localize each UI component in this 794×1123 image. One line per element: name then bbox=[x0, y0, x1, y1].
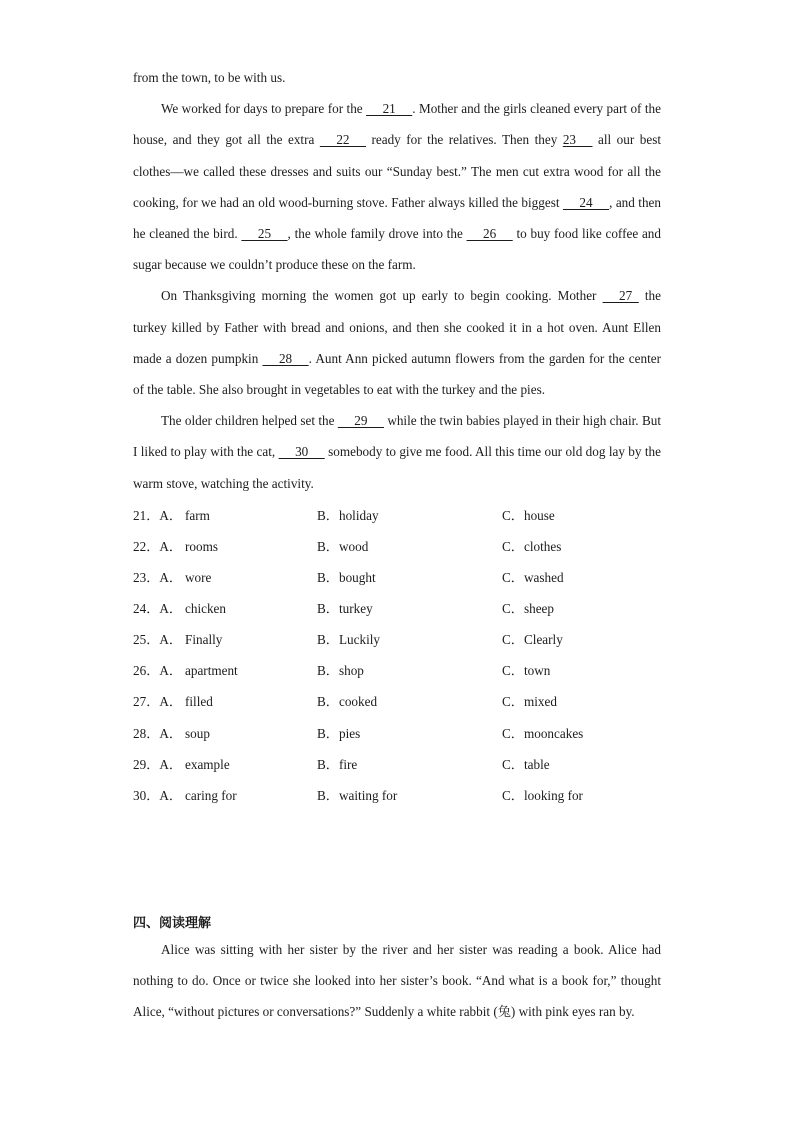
question-number: 29．A． bbox=[133, 756, 183, 772]
passage-text: , and then he cleaned the bird. bbox=[133, 194, 662, 242]
passage-text: We worked for days to prepare for the bbox=[161, 101, 367, 117]
passage-text: ready for the relatives. Then they bbox=[365, 132, 563, 148]
passage-text: to buy food like coffee and sugar because we couldn’t produce these on the farm. bbox=[133, 226, 661, 273]
option-a: chicken bbox=[185, 601, 227, 617]
blank-22: 22 bbox=[319, 132, 366, 148]
blank-23: 23 bbox=[562, 132, 593, 148]
option-b: B．shop bbox=[317, 663, 364, 679]
passage-paragraph-1 bbox=[133, 93, 661, 280]
blank-30: 30 bbox=[278, 444, 325, 460]
option-c: C．sheep bbox=[502, 601, 555, 617]
question-number: 26．A． bbox=[133, 663, 183, 679]
blank-28: 28 bbox=[262, 350, 309, 366]
question-row bbox=[133, 562, 661, 593]
option-a: farm bbox=[185, 507, 210, 523]
passage-line-0: from the town, to be with us. bbox=[133, 70, 286, 85]
passage-paragraph-3 bbox=[133, 405, 661, 499]
reading-paragraph: Alice was sitting with her sister by the river and her sister was reading a book. Alice had nothing to do. Once or twice she looked into her sister’s book. “And what is a book for,” thought Alice, “without pictures or conversations?” Suddenly a white rabbit (兔) with pink eyes ran by. bbox=[133, 942, 661, 1020]
option-b: B．pies bbox=[317, 725, 361, 741]
question-number: 24．A． bbox=[133, 601, 183, 617]
blank-25: 25 bbox=[241, 226, 288, 242]
question-number: 22．A． bbox=[133, 538, 183, 554]
option-b: B．fire bbox=[317, 756, 358, 772]
question-number: 21．A． bbox=[133, 507, 183, 523]
passage-text: the turkey killed by Father with bread and onions, and then she cooked it in a hot oven. Aunt Ellen made a dozen pumpkin bbox=[133, 288, 661, 366]
question-row bbox=[133, 780, 661, 811]
option-a: example bbox=[185, 756, 230, 772]
option-c: C．looking for bbox=[502, 787, 583, 803]
passage-text: somebody to give me food. All this time our old dog lay by the warm stove, watching the activity. bbox=[133, 444, 661, 491]
option-a: apartment bbox=[185, 663, 238, 679]
passage-text: . Aunt Ann picked autumn flowers from the garden for the center of the table. She also brought in vegetables to eat with the turkey and the pies. bbox=[133, 350, 661, 398]
option-b: B．turkey bbox=[317, 601, 373, 617]
option-b: B．waiting for bbox=[317, 787, 398, 803]
passage-text: while the twin babies played in their high chair. But I liked to play with the cat, bbox=[133, 413, 661, 460]
question-row bbox=[133, 718, 661, 749]
question-number: 25．A． bbox=[133, 632, 183, 648]
question-options bbox=[133, 500, 661, 811]
option-c: C．washed bbox=[502, 570, 564, 586]
option-a: caring for bbox=[185, 787, 237, 803]
option-a: wore bbox=[185, 570, 212, 586]
question-row bbox=[133, 749, 661, 780]
option-b: B．bought bbox=[317, 570, 376, 586]
option-c: C．house bbox=[502, 507, 555, 523]
option-a: soup bbox=[185, 725, 210, 741]
option-c: C．clothes bbox=[502, 538, 562, 554]
passage-text: On Thanksgiving morning the women got up early to begin cooking. Mother bbox=[161, 288, 603, 304]
blank-27: 27 bbox=[602, 288, 639, 304]
cloze-passage bbox=[133, 62, 661, 811]
blank-24: 24 bbox=[562, 194, 610, 210]
passage-text: . Mother and the girls cleaned every part of the house, and they got all the extra bbox=[133, 101, 661, 148]
passage-text: all our best clothes—we called these dresses and suits our “Sunday best.” The men cut extra wood for all the cooking, for we had an old wood-burning stove. Father always killed the biggest bbox=[133, 132, 661, 210]
reading-passage bbox=[133, 934, 661, 1028]
option-a: filled bbox=[185, 694, 213, 710]
option-c: C．Clearly bbox=[502, 632, 563, 648]
option-b: B．cooked bbox=[317, 694, 378, 710]
option-c: C．mixed bbox=[502, 694, 557, 710]
option-a: Finally bbox=[185, 632, 223, 648]
passage-text: , the whole family drove into the bbox=[287, 226, 467, 242]
option-c: C．mooncakes bbox=[502, 725, 584, 741]
blank-21: 21 bbox=[366, 101, 413, 117]
passage-paragraph-2 bbox=[133, 280, 661, 405]
question-row bbox=[133, 624, 661, 655]
option-b: B．wood bbox=[317, 538, 369, 554]
question-row bbox=[133, 593, 661, 624]
blank-29: 29 bbox=[337, 413, 384, 429]
option-b: B．Luckily bbox=[317, 632, 381, 648]
question-row bbox=[133, 655, 661, 686]
option-c: C．table bbox=[502, 756, 550, 772]
passage-text: The older children helped set the bbox=[161, 413, 338, 429]
section-heading: 四、阅读理解 bbox=[133, 916, 212, 931]
question-row bbox=[133, 531, 661, 562]
blank-26: 26 bbox=[466, 226, 513, 242]
option-c: C．town bbox=[502, 663, 551, 679]
option-b: B．holiday bbox=[317, 507, 379, 523]
question-number: 23．A． bbox=[133, 570, 183, 586]
question-number: 27．A． bbox=[133, 694, 183, 710]
option-a: rooms bbox=[185, 538, 218, 554]
question-row bbox=[133, 686, 661, 717]
question-number: 30．A． bbox=[133, 787, 183, 803]
question-row bbox=[133, 500, 661, 531]
question-number: 28．A． bbox=[133, 725, 183, 741]
